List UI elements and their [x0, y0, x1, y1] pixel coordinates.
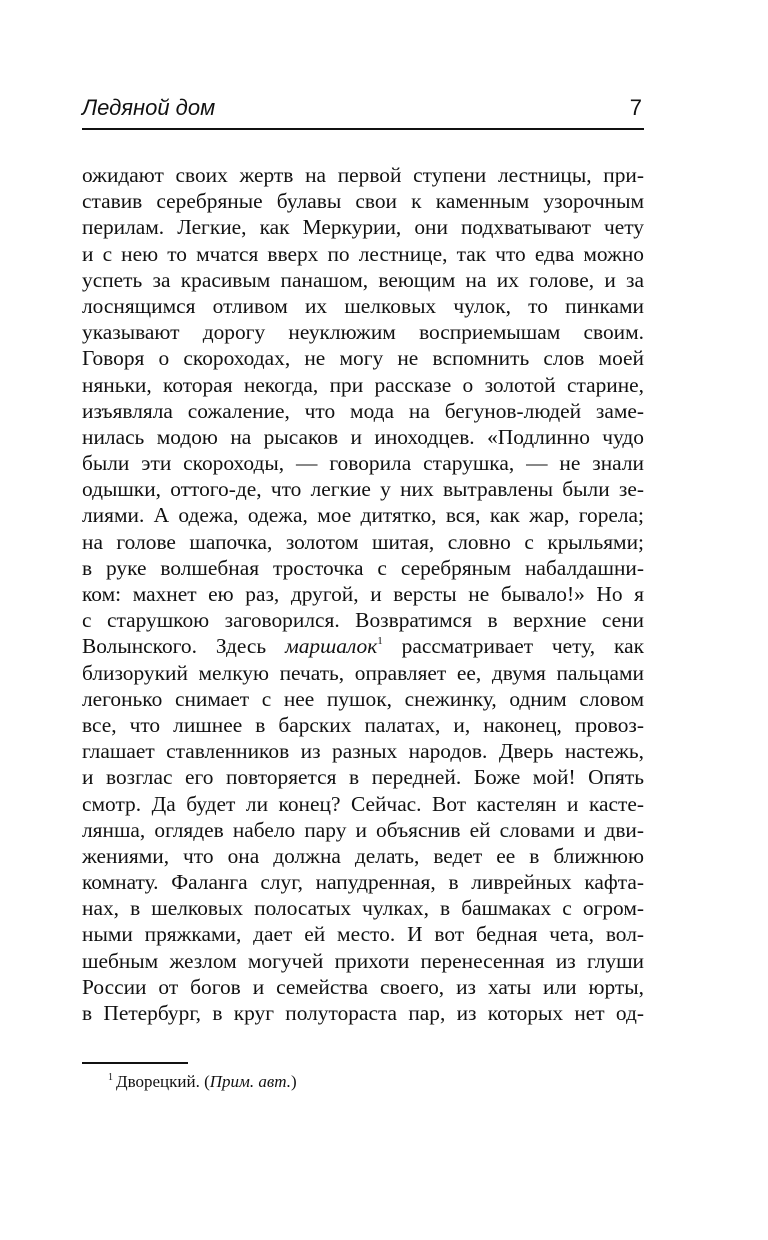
text-line: нилась модою на рысаков и иноходцев. «Подлинно чудо	[82, 424, 644, 449]
text-line-with-footnote-ref	[82, 633, 644, 659]
text-line: жениями, что она должна делать, ведет ее в ближнюю	[82, 843, 644, 868]
text-line: ком: махнет ею раз, другой, и версты не бывало!» Но я	[82, 582, 644, 606]
text-line: глашает ставленников из разных народов. Дверь настежь,	[82, 739, 644, 764]
text-line: и с нею то мчатся вверх по лестнице, так что едва можно	[82, 241, 644, 266]
text-line: в Петербург, в круг полутораста пар, из которых нет од-	[82, 1001, 644, 1025]
text-line: няньки, которая некогда, при рассказе о золотой старине,	[82, 372, 644, 397]
running-header	[82, 92, 644, 130]
text-line: Говоря о скороходах, не могу не вспомнить слов моей	[82, 346, 644, 371]
text-line: одышки, оттого-де, что легкие у них вытравлены были зе-	[82, 477, 644, 502]
footnote-marker: 1	[108, 1072, 113, 1083]
footnote-close: )	[291, 1072, 297, 1091]
text-line: были эти скороходы, — говорила старушка, — не знали	[82, 451, 644, 476]
page-number: 7	[629, 95, 642, 120]
text-line: и возглас его повторяется в передней. Боже мой! Опять	[82, 765, 644, 790]
text-line: лянша, оглядев набело пару и объяснив ей словами и дви-	[82, 817, 644, 842]
text-line: смотр. Да будет ли конец? Сейчас. Вот кастелян и касте-	[82, 791, 644, 816]
text-line: в руке волшебная тросточка с серебряным набалдашни-	[82, 555, 644, 580]
footnote-text: Дворецкий. (	[116, 1072, 210, 1091]
text-line: ожидают своих жертв на первой ступени лестницы, при-	[82, 163, 644, 187]
footnote	[108, 1071, 297, 1093]
text-fragment: Волынского. Здесь	[82, 634, 286, 659]
text-line: нах, в шелковых полосатых чулках, в башмаках с огром-	[82, 896, 644, 921]
text-line: ными пряжками, дает ей место. И вот бедная чета, вол-	[82, 922, 644, 947]
text-line: комнату. Фаланга слуг, напудренная, в ливрейных кафта-	[82, 870, 644, 895]
text-fragment: рассматривает чету, как	[382, 634, 644, 659]
italic-term: маршалок	[285, 634, 378, 659]
main-text	[82, 162, 644, 1026]
text-line: шебным жезлом могучей прихоти перенесенная из глуши	[82, 948, 644, 973]
text-line: на голове шапочка, золотом шитая, словно с крыльями;	[82, 529, 644, 554]
text-line: лоснящимся отливом их шелковых чулок, то пинками	[82, 293, 644, 318]
text-line: указывают дорогу неуклюжим восприемышам своим.	[82, 320, 644, 345]
running-title: Ледяной дом	[82, 95, 216, 120]
text-line: лиями. А одежа, одежа, мое дитятко, вся, как жар, горела;	[82, 503, 644, 528]
footnote-reference: 1	[377, 635, 383, 648]
text-line: России от богов и семейства своего, из хаты или юрты,	[82, 974, 644, 999]
text-line: успеть за красивым панашом, веющим на их голове, и за	[82, 267, 644, 292]
text-line: ставив серебряные булавы свои к каменным узорочным	[82, 189, 644, 214]
text-line: легонько снимает с нее пушок, снежинку, одним словом	[82, 686, 644, 711]
text-line: перилам. Легкие, как Меркурии, они подхватывают чету	[82, 215, 644, 240]
text-line: близорукий мелкую печать, оправляет ее, двумя пальцами	[82, 660, 644, 685]
text-line: все, что лишнее в барских палатах, и, наконец, провоз-	[82, 712, 644, 737]
text-line: с старушкою заговорился. Возвратимся в верхние сени	[82, 608, 644, 633]
text-line: изъявляла сожаление, что мода на бегунов-людей заме-	[82, 398, 644, 423]
footnote-separator	[82, 1062, 188, 1064]
footnote-italic-note: Прим. авт.	[209, 1072, 292, 1091]
